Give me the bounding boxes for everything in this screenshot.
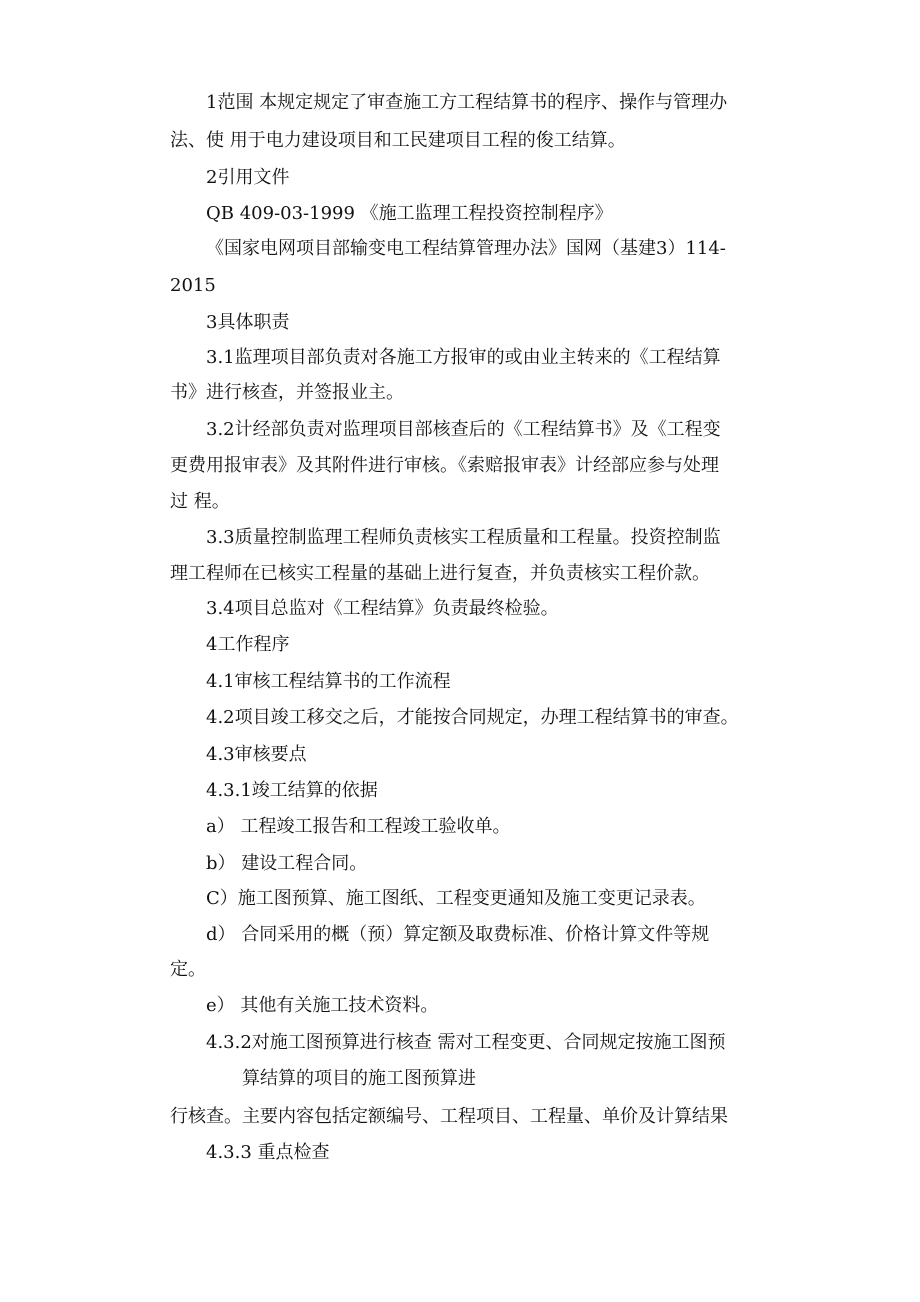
text-line-23: C）施工图预算、施工图纸、工程变更通知及施工变更记录表。 [206, 888, 706, 909]
text-line-18: 4.2项目竣工移交之后，才能按合同规定，办理工程结算书的审查。 [206, 707, 739, 728]
text-line-27: 4.3.2对施工图预算进行核查 需对工程变更、合同规定按施工图预 [206, 1032, 726, 1053]
text-line-3: 2引用文件 [206, 167, 290, 188]
text-line-16: 4工作程序 [206, 634, 290, 655]
text-line-20: 4.3.1竣工结算的依据 [206, 780, 378, 801]
text-line-7: 3具体职责 [206, 312, 290, 333]
text-line-29: 行核查。主要内容包括定额编号、工程项目、工程量、单价及计算结果 [170, 1106, 728, 1127]
text-line-13: 3.3质量控制监理工程师负责核实工程质量和工程量。投资控制监 [206, 527, 721, 548]
text-line-5: 《国家电网项目部输变电工程结算管理办法》国网（基建3）114- [206, 238, 726, 259]
text-line-6: 2015 [170, 275, 216, 296]
text-line-15: 3.4项目总监对《工程结算》负责最终检验。 [206, 598, 559, 619]
text-line-17: 4.1审核工程结算书的工作流程 [206, 671, 451, 692]
text-line-21: a） 工程竣工报告和工程竣工验收单。 [206, 816, 511, 837]
text-line-11: 更费用报审表》及其附件进行审核。《索赔报审表》计经部应参与处理 [170, 455, 719, 476]
text-line-10: 3.2计经部负责对监理项目部核查后的《工程结算书》及《工程变 [206, 419, 721, 440]
text-line-24: d） 合同采用的概（预）算定额及取费标准、价格计算文件等规 [206, 924, 710, 945]
text-line-9: 书》进行核查，并签报业主。 [170, 382, 404, 403]
text-line-12: 过 程。 [170, 491, 230, 512]
text-line-22: b） 建设工程合同。 [206, 853, 368, 874]
text-line-19: 4.3审核要点 [206, 744, 307, 765]
text-line-28: 算结算的项目的施工图预算进 [242, 1068, 476, 1089]
text-line-4: QB 409-03-1999 《施工监理工程投资控制程序》 [206, 203, 613, 224]
text-line-30: 4.3.3 重点检查 [206, 1142, 330, 1163]
text-line-25: 定。 [170, 959, 206, 980]
text-line-14: 理工程师在已核实工程量的基础上进行复查，并负责核实工程价款。 [170, 563, 710, 584]
text-line-1: 1范围 本规定规定了审查施工方工程结算书的程序、操作与管理办 [206, 92, 728, 113]
text-line-8: 3.1监理项目部负责对各施工方报审的或由业主转来的《工程结算 [206, 347, 721, 368]
text-line-26: e） 其他有关施工技术资料。 [206, 995, 439, 1016]
text-line-2: 法、使 用于电力建设项目和工民建项目工程的俊工结算。 [170, 130, 626, 151]
